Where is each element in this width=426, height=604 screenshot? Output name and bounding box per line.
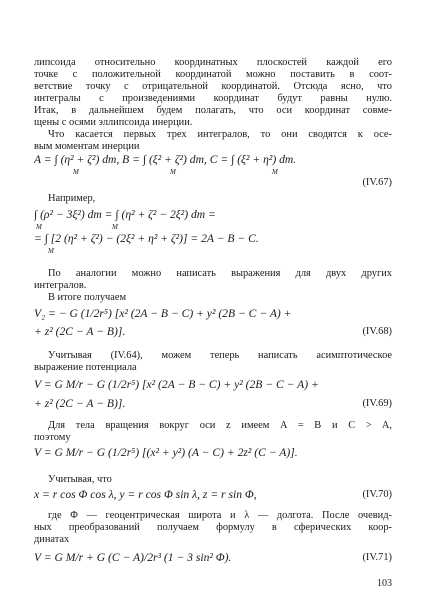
formula-moments: A = ∫ (η² + ζ²) dm, B = ∫ (ξ² + ζ²) dm, C = ∫ (ξ² + η²) dm. [34, 153, 297, 166]
text-line: где Φ — геоцентрическая широта и λ — долгота. После очевид- [48, 510, 392, 521]
formula-rotation-body: V = G M/r − G (1/2r⁵) [(x² + y²) (A − C) + 2z² (C − A)]. [34, 446, 298, 459]
text-line: поэтому [34, 432, 71, 443]
formula-example-1: ∫ (ρ² − 3ξ²) dm = ∫ (η² + ζ² − 2ξ²) dm = [34, 208, 216, 221]
text-line: Учитывая (IV.64), можем теперь написать асимптотическое [48, 350, 392, 361]
text-line: интегралы с произведениями координат будут равны нулю. [34, 93, 392, 104]
equation-number: (IV.71) [362, 552, 392, 563]
text-line: Например, [48, 193, 96, 204]
formula-final-potential: V = G M/r + G (C − A)/2r³ (1 − 3 sin² Φ). [34, 551, 232, 564]
text-line: щены с осями эллипсоида инерции. [34, 117, 193, 128]
integral-subscript: M [73, 168, 79, 176]
text-line: ветствие точку с отрицательной координатой. Отсюда ясно, что [34, 81, 392, 92]
equation-number: (IV.70) [362, 489, 392, 500]
formula-v2-line1: V₂ = − G (1/2r⁵) [x² (2A − B − C) + y² (2B − C − A) + [34, 307, 292, 320]
equation-number: (IV.69) [362, 398, 392, 409]
formula-v-line1: V = G M/r − G (1/2r⁵) [x² (2A − B − C) + y² (2B − C − A) + [34, 378, 319, 391]
formula-v-line2: + z² (2C − A − B)]. [34, 397, 126, 410]
text-line: Учитывая, что [48, 474, 112, 485]
equation-number: (IV.67) [362, 177, 392, 188]
text-line: Для тела вращения вокруг оси z имеем A = B и C > A, [48, 420, 392, 431]
formula-example-2: = ∫ [2 (η² + ζ²) − (2ξ² + η² + ζ²)] = 2A − B − C. [34, 232, 259, 245]
text-line: липсоида относительно координатных плоскостей каждой его [34, 57, 392, 68]
formula-v2-line2: + z² (2C − A − B)]. [34, 325, 126, 338]
text-line: интегралов. [34, 280, 87, 291]
integral-subscript: M [36, 223, 42, 231]
integral-subscript: M [170, 168, 176, 176]
text-line: Итак, в дальнейшем будем полагать, что оси координат совме- [34, 105, 392, 116]
text-line: точке с положительной координатой можно поставить в соот- [34, 69, 392, 80]
text-line: динатах [34, 534, 70, 545]
text-line: По аналогии можно написать выражения для двух других [48, 268, 392, 279]
page-number: 103 [377, 578, 392, 589]
integral-subscript: M [48, 247, 54, 255]
text-line: Что касается первых трех интегралов, то они сводятся к осе- [48, 129, 392, 140]
integral-subscript: M [112, 223, 118, 231]
text-line: В итоге получаем [48, 292, 127, 303]
text-line: выражение потенциала [34, 362, 137, 373]
integral-subscript: M [272, 168, 278, 176]
equation-number: (IV.68) [362, 326, 392, 337]
formula-spherical-coords: x = r cos Φ cos λ, y = r cos Φ sin λ, z = r sin Φ, [34, 488, 257, 501]
text-line: вым моментам инерции [34, 141, 140, 152]
text-line: ных преобразований получаем формулу в сферических коор- [34, 522, 392, 533]
